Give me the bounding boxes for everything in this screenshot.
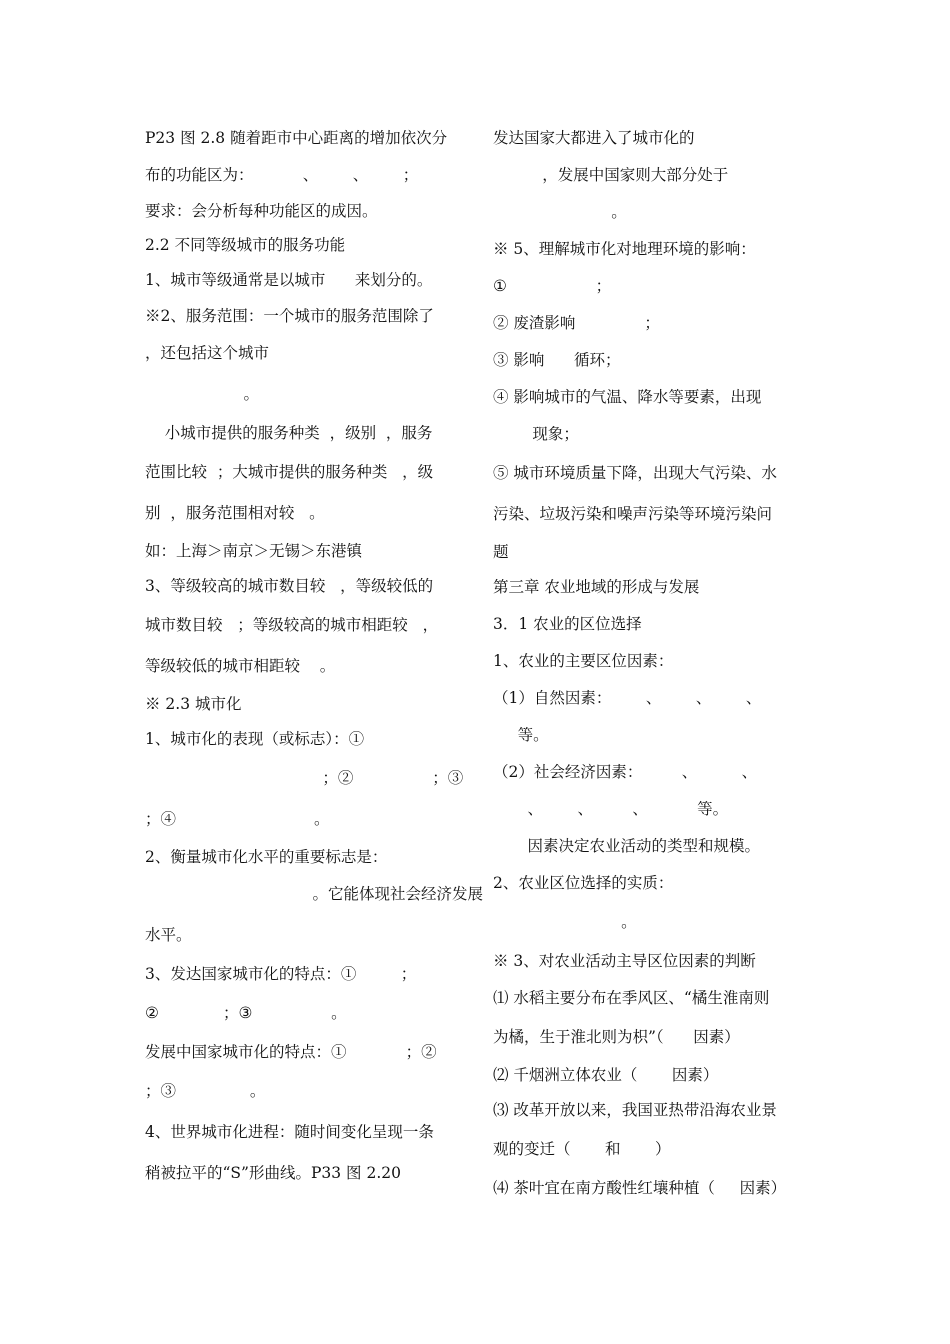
text-line: 如：上海＞南京＞无锡＞东港镇 xyxy=(145,542,363,560)
text-line: 。 xyxy=(145,385,260,403)
text-line: ③ 影响 循环； xyxy=(493,351,621,369)
text-line: 2、农业区位选择的实质： xyxy=(493,874,674,892)
text-line: ④ 影响城市的气温、降水等要素，出现 xyxy=(493,388,762,406)
text-line: 发达国家大都进入了城市化的 xyxy=(493,129,695,147)
text-line: 现象； xyxy=(493,425,579,443)
section-heading: ※ 2.3 城市化 xyxy=(145,695,242,713)
text-line: ⑷ 茶叶宜在南方酸性红壤种植（ 因素） xyxy=(493,1179,787,1197)
text-line: 范围比较 ；大城市提供的服务种类 ，级 xyxy=(145,463,434,481)
text-line: 、 、 、 等。 xyxy=(493,800,729,818)
text-line: 污染、垃圾污染和噪声污染等环境污染问 xyxy=(493,505,773,523)
text-line: 。 xyxy=(493,913,637,931)
text-line: 城市数目较 ；等级较高的城市相距较 ， xyxy=(145,616,439,634)
text-line: 要求：会分析每种功能区的成因。 xyxy=(145,202,378,220)
text-line: 4、世界城市化进程：随时间变化呈现一条 xyxy=(145,1123,434,1141)
text-line: ；③ 。 xyxy=(145,1082,266,1100)
text-line: 别 ，服务范围相对较 。 xyxy=(145,504,325,522)
text-line: ② 废渣影响 ； xyxy=(493,314,660,332)
text-line: （1）自然因素： 、 、 、 xyxy=(493,689,762,707)
text-line: ① ； xyxy=(493,277,612,295)
text-line: 3、发达国家城市化的特点：① ； xyxy=(145,965,417,983)
text-line: ⑶ 改革开放以来，我国亚热带沿海农业景 xyxy=(493,1101,777,1119)
text-line: P23 图 2.8 随着距市中心距离的增加依次分 xyxy=(145,129,448,147)
text-line: ⑵ 千烟洲立体农业（ 因素） xyxy=(493,1066,719,1084)
chapter-heading: 第三章 农业地域的形成与发展 xyxy=(493,578,700,596)
text-line: 2、衡量城市化水平的重要标志是： xyxy=(145,848,388,866)
text-line: 。 xyxy=(493,203,627,221)
text-line: 等级较低的城市相距较 。 xyxy=(145,657,336,675)
right-column xyxy=(493,120,813,1207)
text-line: 1、城市等级通常是以城市 来划分的。 xyxy=(145,271,433,289)
text-line: ※ 3、对农业活动主导区位因素的判断 xyxy=(493,952,756,970)
text-line: 1、城市化的表现（或标志）：① xyxy=(145,730,365,748)
text-line: 小城市提供的服务种类 ，级别 ，服务 xyxy=(145,424,433,442)
text-line: 布的功能区为： 、 、 ； xyxy=(145,166,419,184)
section-heading: 3．1 农业的区位选择 xyxy=(493,615,642,633)
text-line: 水平。 xyxy=(145,926,192,944)
text-line: 。它能体现社会经济发展 xyxy=(145,885,484,903)
text-line: 观的变迁（ 和 ） xyxy=(493,1140,671,1158)
text-line: 发展中国家城市化的特点：① ；② xyxy=(145,1043,437,1061)
text-line: 为橘，生于淮北则为枳”（ 因素） xyxy=(493,1028,740,1046)
text-line: 等。 xyxy=(493,726,549,744)
text-line: ※2、服务范围：一个城市的服务范围除了 xyxy=(145,307,434,325)
text-line: ⑴ 水稻主要分布在季风区、“橘生淮南则 xyxy=(493,989,770,1007)
text-line: 3、等级较高的城市数目较 ，等级较低的 xyxy=(145,577,434,595)
section-heading: 2.2 不同等级城市的服务功能 xyxy=(145,236,346,254)
text-line: 1、农业的主要区位因素： xyxy=(493,652,674,670)
text-line: 因素决定农业活动的类型和规模。 xyxy=(493,837,760,855)
text-line: ；④ 。 xyxy=(145,810,330,828)
text-line: ；② ；③ xyxy=(145,769,464,787)
text-line: ② ；③ 。 xyxy=(145,1004,347,1022)
text-line: （2）社会经济因素： 、 、 xyxy=(493,763,758,781)
text-line: ※ 5、理解城市化对地理环境的影响： xyxy=(493,240,756,258)
text-line: ，还包括这个城市 xyxy=(145,344,270,362)
left-column xyxy=(145,120,484,1194)
text-line: 稍被拉平的“S”形曲线。P33 图 2.20 xyxy=(145,1164,401,1182)
text-line: ⑤ 城市环境质量下降，出现大气污染、水 xyxy=(493,464,777,482)
text-line: ，发展中国家则大部分处于 xyxy=(493,166,729,184)
text-line: 题 xyxy=(493,543,509,561)
